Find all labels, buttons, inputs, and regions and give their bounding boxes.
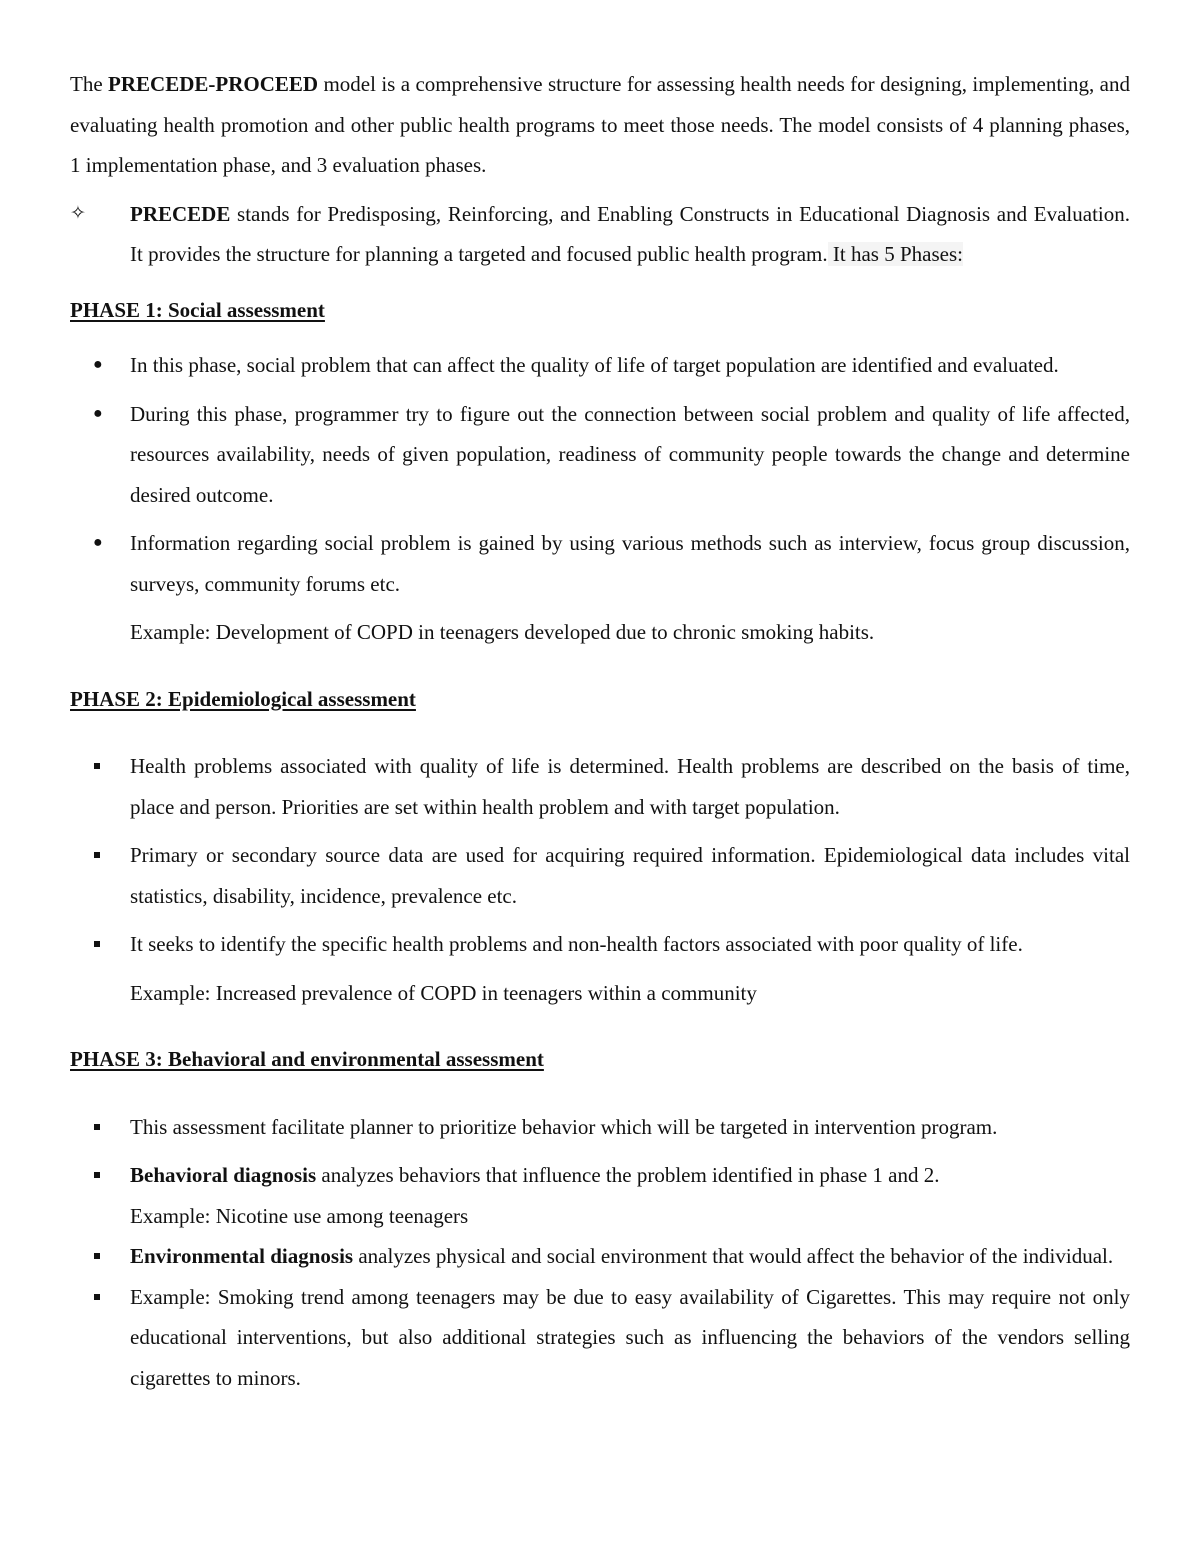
bullet-square-icon	[70, 1277, 130, 1318]
intro-lead: The	[70, 72, 109, 96]
intro-paragraph	[70, 64, 1130, 186]
model-name: PRECEDE-PROCEED	[108, 72, 319, 96]
behavioral-example: Example: Nicotine use among teenagers	[130, 1203, 469, 1228]
four-diamond-icon: ✧	[70, 202, 86, 224]
phase2-list	[70, 746, 1130, 965]
bullet-disc-icon: ●	[93, 356, 103, 373]
list-item: Primary or secondary source data are used for acquiring required information. Epidemiological data includes vital statistics, disability, incidence, prevalence etc.	[70, 835, 1130, 916]
document-page	[70, 64, 1130, 1398]
phase3-heading: PHASE 3: Behavioral and environmental assessment	[70, 1047, 544, 1071]
list-item: Behavioral diagnosis analyzes behaviors that influence the problem identified in phase 1 and 2.	[70, 1155, 1130, 1196]
precede-text: stands for Predisposing, Reinforcing, and Enabling Constructs in Educational Diagnosis and Evaluation. It provides the structure for planning a targeted and focused public health program.	[130, 201, 1130, 266]
list-item: This assessment facilitate planner to prioritize behavior which will be targeted in intervention program.	[70, 1107, 1130, 1148]
phase1-list	[70, 345, 1130, 604]
bullet-disc-icon: ●	[93, 404, 103, 422]
bullet-square-icon	[70, 924, 130, 965]
phase3-list	[70, 1107, 1130, 1399]
bullet-square-icon	[70, 1236, 130, 1277]
phase2-example: Example: Increased prevalence of COPD in teenagers within a community	[130, 980, 757, 1005]
list-item: Environmental diagnosis analyzes physical and social environment that would affect the behavior of the individual.	[70, 1236, 1130, 1277]
environmental-term: Environmental diagnosis	[130, 1244, 354, 1268]
phase1-heading: PHASE 1: Social assessment	[70, 297, 325, 322]
list-item: Health problems associated with quality of life is determined. Health problems are described on the basis of time, place and person. Priorities are set within health problem and with target population.	[70, 746, 1130, 827]
intro-text: model is a comprehensive structure for assessing health needs for designing, implementing, and evaluating health promotion and other public health programs to meet those needs. The model consists of 4 planning phases, 1 implementation phase, and 3 evaluation phases.	[70, 72, 1130, 177]
bullet-square-icon	[70, 1155, 130, 1196]
list-item: ● During this phase, programmer try to figure out the connection between social problem and quality of life affected, resources availability, needs of given population, readiness of community people towards the change and determine desired outcome.	[70, 394, 1130, 516]
phase1-example: Example: Development of COPD in teenagers developed due to chronic smoking habits.	[130, 620, 875, 644]
precede-definition	[70, 194, 1130, 275]
list-item: Example: Smoking trend among teenagers may be due to easy availability of Cigarettes. This may require not only educational interventions, but also additional strategies such as influencing the behaviors of the vendors selling cigarettes to minors.	[70, 1277, 1130, 1399]
list-item: It seeks to identify the specific health problems and non-health factors associated with poor quality of life.	[70, 924, 1130, 965]
precede-term: PRECEDE	[130, 201, 231, 226]
bullet-disc-icon: ●	[93, 534, 103, 551]
bullet-square-icon	[70, 835, 130, 876]
bullet-square-icon	[70, 1107, 130, 1148]
phase2-heading: PHASE 2: Epidemiological assessment	[70, 686, 416, 711]
behavioral-term: Behavioral diagnosis	[130, 1163, 317, 1187]
list-item: ● Information regarding social problem is gained by using various methods such as interview, focus group discussion, surveys, community forums etc.	[70, 523, 1130, 604]
list-item: ● In this phase, social problem that can affect the quality of life of target population are identified and evaluated.	[70, 345, 1130, 386]
bullet-square-icon	[70, 746, 130, 787]
precede-highlight: It has 5 Phases:	[827, 242, 963, 266]
